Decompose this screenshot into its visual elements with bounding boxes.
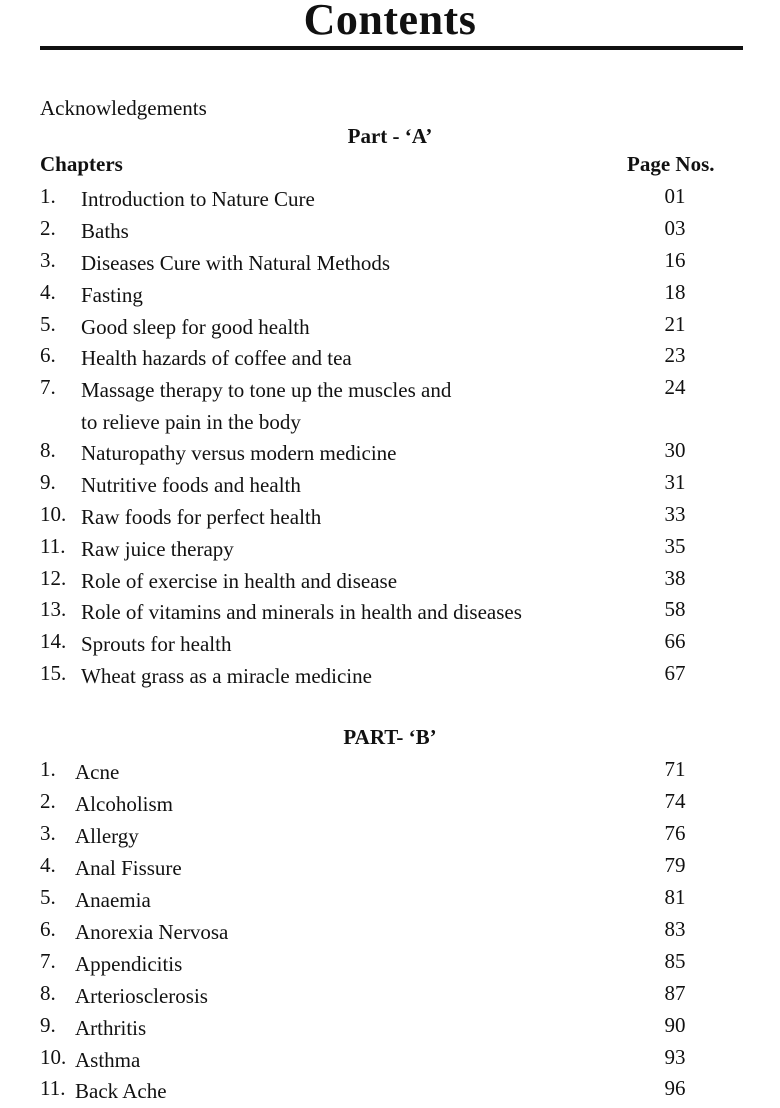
entry-number: 2. (40, 789, 56, 813)
entry-title: Sprouts for health (81, 632, 232, 656)
entry-title: Health hazards of coffee and tea (81, 346, 352, 370)
entry-page: 76 (664, 821, 686, 845)
entry-page: 74 (664, 789, 686, 813)
entry-number: 8. (40, 981, 56, 1005)
toc-entry (0, 661, 780, 693)
toc-entry (0, 885, 780, 917)
entry-number: 13. (40, 597, 67, 621)
entry-title: Wheat grass as a miracle medicine (81, 664, 372, 688)
entry-number: 1. (40, 757, 56, 781)
toc-entry (0, 216, 780, 248)
entry-page: 66 (664, 629, 686, 653)
entry-page: 31 (664, 470, 686, 494)
entry-title: Back Ache (75, 1079, 167, 1103)
entry-title: Fasting (81, 283, 143, 307)
acknowledgements-entry: Acknowledgements (40, 96, 207, 120)
entry-page: 93 (664, 1045, 686, 1069)
entry-page: 83 (664, 917, 686, 941)
entry-title: Raw foods for perfect health (81, 505, 322, 529)
title-underline (40, 46, 743, 50)
toc-entry (0, 375, 780, 439)
entry-number: 5. (40, 312, 56, 336)
entry-page: 58 (664, 597, 686, 621)
toc-entry (0, 470, 780, 502)
entry-number: 12. (40, 566, 67, 590)
toc-entry (0, 1076, 780, 1108)
entry-number: 6. (40, 343, 56, 367)
entry-title: Massage therapy to tone up the muscles and to relieve pain in the body (81, 378, 452, 434)
entry-page: 21 (664, 312, 686, 336)
entry-number: 14. (40, 629, 67, 653)
entry-title: Role of vitamins and minerals in health and diseases (81, 600, 522, 624)
entry-number: 11. (40, 1076, 66, 1100)
entry-number: 1. (40, 184, 56, 208)
toc-entry (0, 629, 780, 661)
toc-entry (0, 438, 780, 470)
toc-entry (0, 597, 780, 629)
entry-number: 2. (40, 216, 56, 240)
entry-page: 87 (664, 981, 686, 1005)
toc-entry (0, 981, 780, 1013)
part-b-heading: PART- ‘B’ (343, 725, 437, 749)
entry-title: Naturopathy versus modern medicine (81, 441, 397, 465)
entry-title: Alcoholism (75, 792, 173, 816)
toc-entry (0, 949, 780, 981)
toc-entry (0, 757, 780, 789)
entry-title: Arteriosclerosis (75, 984, 208, 1008)
toc-entry (0, 566, 780, 598)
entry-number: 7. (40, 949, 56, 973)
entry-page: 35 (664, 534, 686, 558)
toc-entry (0, 343, 780, 375)
entry-title: Nutritive foods and health (81, 473, 301, 497)
toc-entry (0, 184, 780, 216)
entry-number: 10. (40, 502, 67, 526)
entry-page: 67 (664, 661, 686, 685)
toc-entry (0, 1045, 780, 1077)
entry-number: 4. (40, 280, 56, 304)
entry-number: 4. (40, 853, 56, 877)
entry-number: 6. (40, 917, 56, 941)
entry-title: Anaemia (75, 888, 151, 912)
toc-entry (0, 917, 780, 949)
entry-title: Diseases Cure with Natural Methods (81, 251, 391, 275)
entry-number: 9. (40, 1013, 56, 1037)
entry-number: 10. (40, 1045, 67, 1069)
entry-page: 81 (664, 885, 686, 909)
entry-page: 18 (664, 280, 686, 304)
entry-title: Anal Fissure (75, 856, 182, 880)
entry-page: 71 (664, 757, 686, 781)
toc-entry (0, 502, 780, 534)
toc-entry (0, 248, 780, 280)
entry-page: 85 (664, 949, 686, 973)
entry-title: Allergy (75, 824, 139, 848)
entry-title: Good sleep for good health (81, 315, 310, 339)
toc-entry (0, 312, 780, 344)
entry-page: 23 (664, 343, 686, 367)
toc-entry (0, 821, 780, 853)
entry-page: 38 (664, 566, 686, 590)
page-nos-column-header: Page Nos. (627, 152, 715, 176)
entry-title: Baths (81, 219, 129, 243)
entry-number: 7. (40, 375, 56, 399)
entry-title: Acne (75, 760, 120, 784)
entry-page: 79 (664, 853, 686, 877)
entry-number: 5. (40, 885, 56, 909)
entry-page: 30 (664, 438, 686, 462)
toc-entry (0, 280, 780, 312)
entry-page: 96 (664, 1076, 686, 1100)
entry-title: Asthma (75, 1048, 141, 1072)
toc-entry (0, 789, 780, 821)
chapters-column-header: Chapters (40, 152, 123, 176)
entry-page: 03 (664, 216, 686, 240)
entry-title: Arthritis (75, 1016, 147, 1040)
entry-page: 24 (664, 375, 686, 399)
entry-number: 11. (40, 534, 66, 558)
entry-title: Anorexia Nervosa (75, 920, 229, 944)
entry-page: 33 (664, 502, 686, 526)
entry-page: 90 (664, 1013, 686, 1037)
entry-title: Appendicitis (75, 952, 183, 976)
entry-page: 16 (664, 248, 686, 272)
part-a-heading: Part - ‘A’ (347, 124, 433, 148)
entry-number: 15. (40, 661, 67, 685)
toc-entry (0, 853, 780, 885)
entry-page: 01 (664, 184, 686, 208)
entry-title: Raw juice therapy (81, 537, 234, 561)
entry-number: 3. (40, 248, 56, 272)
entry-number: 8. (40, 438, 56, 462)
entry-number: 9. (40, 470, 56, 494)
entry-title: Introduction to Nature Cure (81, 187, 315, 211)
entry-title: Role of exercise in health and disease (81, 569, 398, 593)
page-title: Contents (303, 0, 477, 44)
toc-entry (0, 534, 780, 566)
toc-entry (0, 1013, 780, 1045)
entry-number: 3. (40, 821, 56, 845)
